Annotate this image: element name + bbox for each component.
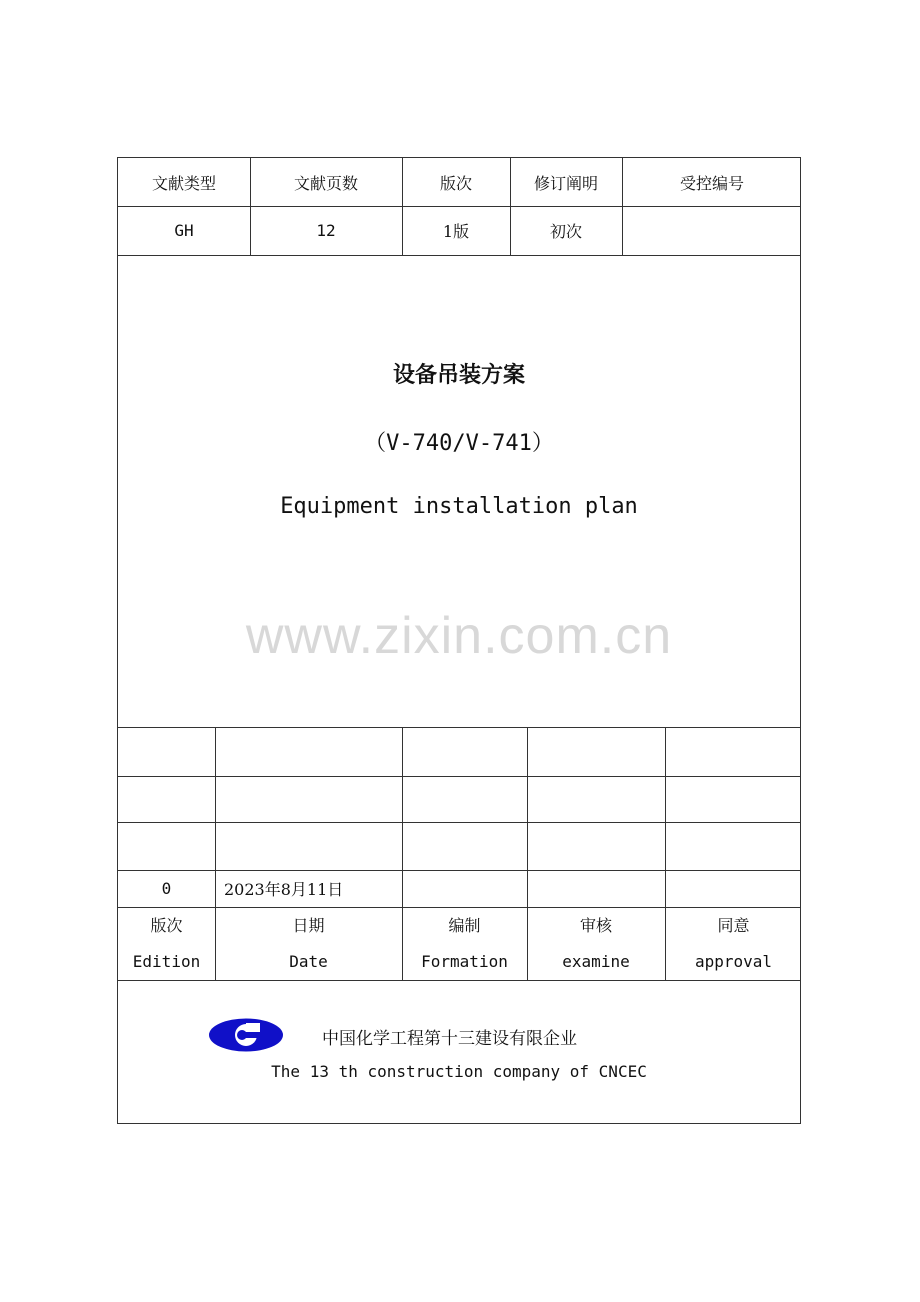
label-approval-cn: 同意 bbox=[717, 915, 750, 935]
header-doc-type-value: GH bbox=[174, 221, 194, 240]
header-edition-value: 1版 bbox=[442, 222, 470, 241]
label-formation bbox=[402, 907, 527, 980]
cncec-logo-icon bbox=[208, 1018, 284, 1052]
document-frame bbox=[117, 157, 801, 1124]
header-doc-type-label: 文献类型 bbox=[151, 173, 216, 193]
watermark: www.zixin.com.cn bbox=[245, 607, 673, 665]
company-name-en: The 13 th construction company of CNCEC bbox=[271, 1062, 647, 1081]
signature-edition-value: 0 bbox=[161, 879, 172, 898]
label-edition bbox=[118, 907, 215, 980]
label-approval bbox=[665, 907, 802, 980]
label-formation-cn: 编制 bbox=[448, 915, 481, 935]
header-revision-label: 修订阐明 bbox=[533, 173, 598, 193]
signature-approval-value bbox=[665, 870, 802, 907]
label-examine bbox=[527, 907, 665, 980]
document-equipment-code: （V-740/V-741） bbox=[364, 431, 554, 456]
divider bbox=[118, 776, 800, 777]
header-control-number-value bbox=[622, 206, 802, 255]
label-date-cn: 日期 bbox=[292, 915, 325, 935]
company-name-cn: 中国化学工程第十三建设有限企业 bbox=[322, 1029, 577, 1049]
label-date bbox=[215, 907, 402, 980]
label-edition-en: Edition bbox=[132, 951, 201, 971]
divider bbox=[118, 255, 800, 256]
signature-formation-value bbox=[402, 870, 527, 907]
label-approval-en: approval bbox=[694, 951, 773, 971]
label-edition-cn: 版次 bbox=[150, 915, 183, 935]
label-date-en: Date bbox=[289, 951, 328, 971]
header-page-count-label: 文献页数 bbox=[293, 173, 358, 193]
header-page-count-value: 12 bbox=[316, 221, 336, 240]
label-formation-en: Formation bbox=[421, 951, 508, 971]
divider bbox=[118, 980, 800, 981]
label-examine-cn: 审核 bbox=[579, 915, 612, 935]
header-revision-value: 初次 bbox=[549, 222, 582, 241]
signature-examine-value bbox=[527, 870, 665, 907]
header-edition-label: 版次 bbox=[439, 173, 472, 193]
divider bbox=[118, 822, 800, 823]
divider bbox=[118, 727, 800, 728]
document-title: 设备吊装方案 bbox=[392, 362, 525, 388]
signature-date-value: 2023年8月11日 bbox=[224, 880, 344, 899]
document-title-english: Equipment installation plan bbox=[280, 494, 638, 519]
header-control-number-label: 受控编号 bbox=[679, 173, 744, 193]
label-examine-en: examine bbox=[562, 951, 630, 971]
